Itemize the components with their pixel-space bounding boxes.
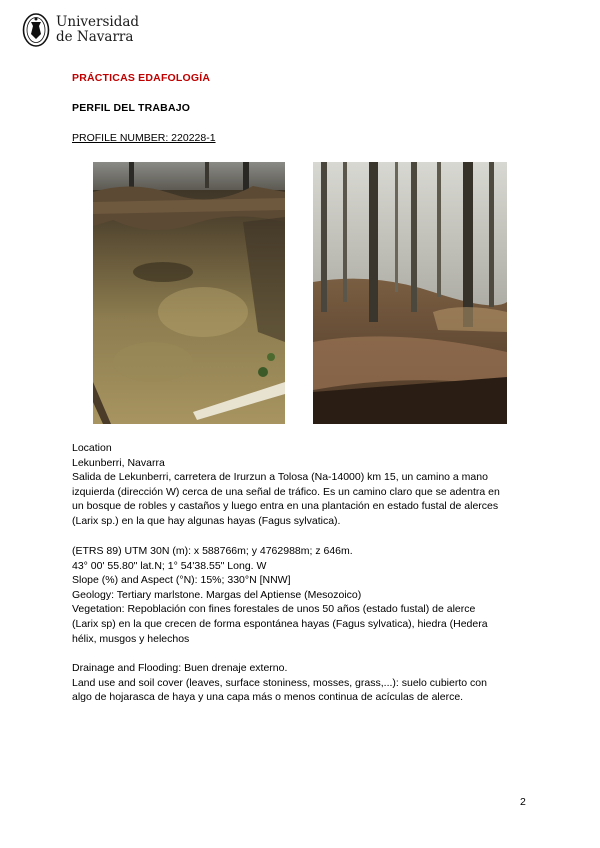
university-logo: [22, 12, 162, 52]
location-description-line: un bosque de robles y castaños y luego entra en una plantación en estado fustal de alerces: [72, 500, 499, 513]
vegetation-line: hélix, musgos y helechos: [72, 632, 190, 645]
page-number: 2: [520, 796, 526, 808]
drainage-block: [72, 661, 542, 705]
section-title-red: PRÁCTICAS EDAFOLOGÍA: [72, 72, 211, 84]
location-place: Lekunberri, Navarra: [72, 456, 165, 469]
geology: Geology: Tertiary marlstone. Margas del Aptiense (Mesozoico): [72, 588, 362, 601]
location-label: Location: [72, 442, 112, 454]
logo-line-2: de Navarra: [56, 29, 134, 45]
drainage-flooding: Drainage and Flooding: Buen drenaje externo.: [72, 662, 288, 674]
coordinates-geo: 43° 00' 55.80" lat.N; 1° 54'38.55" Long. W: [72, 559, 267, 572]
location-description-line: Salida de Lekunberri, carretera de Irurzun a Tolosa (Na-14000) km 15, un camino a mano: [72, 471, 488, 484]
land-use-line: Land use and soil cover (leaves, surface stoniness, mosses, grass,...): suelo cubierto con: [72, 676, 487, 689]
seal-icon: [22, 12, 50, 48]
slope-aspect: Slope (%) and Aspect (°N): 15%; 330°N [NNW]: [72, 574, 291, 587]
location-description-line: izquierda (dirección W) cerca de una señal de tráfico. Es un camino claro que se adentra en: [72, 485, 500, 498]
location-block: [72, 441, 542, 529]
forest-site-photo: [313, 162, 507, 424]
vegetation-line: (Larix sp) en la que crecen de forma espontánea hayas (Fagus sylvatica), hiedra (Hedera: [72, 617, 488, 630]
profile-number: PROFILE NUMBER: 220228-1: [72, 132, 216, 144]
page-title: PERFIL DEL TRABAJO: [72, 102, 191, 114]
soil-profile-photo: [93, 162, 285, 424]
coordinates-utm: (ETRS 89) UTM 30N (m): x 588766m; y 4762988m; z 646m.: [72, 545, 353, 557]
land-use-line: algo de hojarasca de haya y una capa más o menos continua de acículas de alerce.: [72, 691, 464, 704]
location-description-line: (Larix sp.) en la que hay algunas hayas (Fagus sylvatica).: [72, 514, 341, 527]
site-block: [72, 544, 542, 646]
vegetation-line: Vegetation: Repoblación con fines forestales de unos 50 años (estado fustal) de alerce: [72, 603, 476, 616]
logo-line-1: Universidad: [56, 14, 140, 30]
